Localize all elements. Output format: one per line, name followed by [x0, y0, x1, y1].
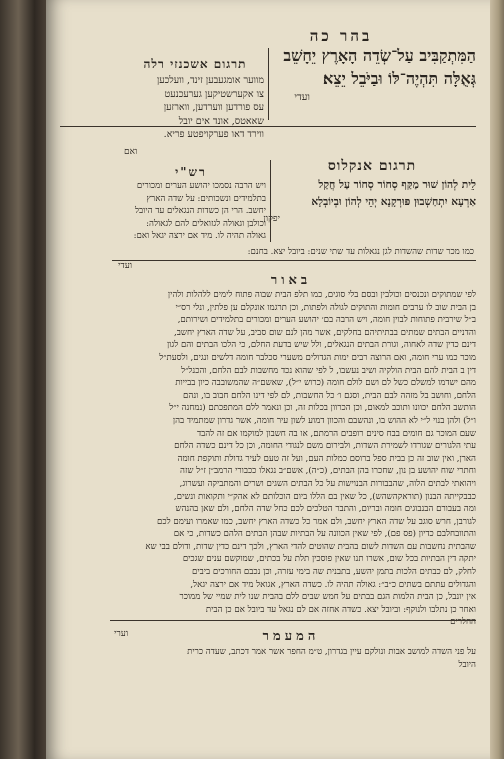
- section-rule: [112, 260, 476, 261]
- biur-line: הארן, ואין שוב זה כן בבית ספל ברוסם כמלות העם, ועל זה טעם לעיר גדולת ותוקפת חומה: [177, 453, 476, 464]
- book-page: [46, 0, 490, 759]
- biur-catchword: וערי: [114, 629, 129, 639]
- biur-line: והתוובחלבם כדיון (פס פם), לפי שאין הכוונה על הבתיות שבהן הבתים הלהם כשדות, כי אם: [173, 529, 476, 540]
- onkelos-line: אַרְעָא יִתְחַשְׁבוּן פּוּרְקָנָא יְהֵי לְהוֹן וּבְיוֹבְלָא: [311, 196, 476, 208]
- ashkenazi-catchword: ואם: [124, 147, 138, 157]
- biur-line: ב״ל שירבית פתוחות לבוין חומה, ויש הרבה בם׳ יהושע הערים ומכורים בתלמידים ושירותם,: [177, 315, 476, 326]
- verse-text: הַמִּתְקַבִּיב עַל־שְׂדֵה הָאָרֶץ יֵחָשֵׁב גְּאֻלָּה תִּהְיֶה־לּוֹ וּבַיֹּבֵל יֵצֵא׃: [283, 46, 476, 88]
- rashi-line: יחשב. הרי הן כשדות הנגאלים עד היובל: [134, 206, 266, 217]
- onkelos-body: [268, 177, 476, 211]
- biur-line: שעם המוכר גם חומים בבח סינים רופבים הרמתם, או בה חשבון למוקמו אם זה להבד: [196, 428, 476, 439]
- ashkenazi-line: שאאטס, אונד אים יובל: [178, 115, 264, 127]
- verse-catchword: ועדי: [294, 92, 310, 103]
- biur-line: דין ב הבית להם הבית הולקיה ושיב נעשבו, ל לפי שהוא נכד מחשבות לבם הלחם, והכנל״ל: [181, 365, 476, 376]
- onkelos-catchword: יפקון: [263, 214, 280, 224]
- haamaar-line: היובל: [458, 659, 476, 670]
- rashi-line: גאולה תהיה לו. מיד אם ירצה יגאל ואם:: [133, 231, 266, 242]
- biur-line: והדניים הבתים שמתים בבתיתיהם בחלקים, אשר מהן לנם שום סביב, על שדה הארץ יחשב,: [173, 327, 476, 338]
- biur-line: ויהואתי לבתים הלוה, שהבבורות הבנוישות על כל הבתים השגים ושרים והמתביקה ועשרוג,: [179, 478, 476, 489]
- biur-line: דינם כדין שדה לאחוה, וגורת הבתים הנגאלים, ולל שיש בדעת החלם, כי הלכו הבתים והם לגון: [166, 340, 476, 351]
- biur-line: החלרים: [450, 617, 476, 628]
- rashi-line: וכולבן וגאולה לגזואלים להם לגאולה:: [146, 218, 266, 229]
- biur-line: והגדולים עתתם בשתים כ״ב״: גאולה תהיה לו. כשדה הארץ, אגואל מיד אם ירצה יגאל,: [190, 579, 476, 590]
- biur-line: וחתרי שוח יהושע בן נון, שחכרו בהן הבתים, (כ״ה), אשם״ב נגאלו ככבורי הרמב״ן ז״ל שזה: [180, 466, 476, 477]
- haamaar-line: על פני השדה למושב אבות ונולקם עיין בגדרון, ט״מ החפר אשר אמר דכתב, שעדה כרית: [187, 647, 476, 657]
- biur-line: אין יונבל, כן הבית הלמות הגם בבתים על חמש שבים ללם בהבית שנו לית שמיי של ממוכר: [179, 592, 476, 603]
- biur-line: כבבקייתה הבנון (תוראקהשהש), כל שאין בם הללו ביום הוכלותם לא אהק״י ותקואות ונשים,: [173, 491, 476, 502]
- biur-line: הלחם, וחושב בל מזהה לבם הבית, וסגם ו׳ כל החשבות, לם לפי דינו הלחם חבוב בו, ונהם: [183, 390, 476, 401]
- biur-line: ואחר כן נתלבו ולנוקף: וביובל יצא. כשדה אחזה אם לם נגאל עד ביובל אם כן הבית: [205, 604, 476, 615]
- biur-line: מוכר כמו ערי חומה, ואם הרוצה רבים ימות הגדולים משערי סכלבר חומה דלשים ונגים, ולסעת״ל: [159, 352, 476, 363]
- rashi-line: בתלמידים ונשכותים: על שדה הארץ: [146, 193, 266, 204]
- rashi-title: רש"י: [175, 165, 207, 179]
- biur-line: לגורבן, חרש סוגב על שדה הארץ יחשב, ולם אמר כל כשדה הארץ יחשב, כמו שאמרו ועימם לכם: [157, 516, 476, 527]
- section-rule: [60, 126, 476, 127]
- ashkenazi-line: מווער אומגעבען זינד, וועלכען: [156, 75, 264, 86]
- section-rule: [110, 620, 476, 621]
- rashi-body: [112, 180, 266, 243]
- biur-line: ומה בעבורם הבנבוגים חומה ובריום, והתבר הטלכים לכם כחל שדה הלחם, ולם שאן בהנהש: [175, 504, 476, 515]
- ashkenazi-line: ווירד דאו פערקויפטע פריא.: [163, 129, 264, 141]
- biur-line: בן הבית שוב לו ערבים חומות והתוקים לגולה ולפתות, וכן תרגמו אונקלם ען פלתין, ונלי רס״י: [175, 302, 476, 313]
- biur-body: [110, 289, 476, 629]
- ashkenazi-body: [114, 74, 264, 142]
- rashi-line: ויש הרבה נסמכו יהושע הערים ומכורים: [136, 181, 266, 191]
- onkelos-title: תרגום אנקלוס: [327, 158, 417, 174]
- onkelos-line: לֵית לְהוֹן שׁוּר מַקַּף סְחוֹר סְחוֹר עַל חֲקַל: [318, 179, 476, 191]
- page-edges: [490, 0, 504, 759]
- biur-line: עתי הלגורים שגורדו לשמירת השדות, ולבירום משם לנגודי החומה, וכן כל דינם כשדה הלחם: [174, 441, 476, 452]
- biur-line: ו״ל) ולהן בנוי ל״י לא ההוש בו, ונהשבם והכוון דמוע לשון עיר חומה, אשר גדרון שמתמיד בהן: [172, 415, 476, 426]
- column-rule: [270, 160, 271, 242]
- rashi-continuation: כמו מכר שדות שהשדות לגן נגאלות עד שתי שנים: ביובל יצא. בחנם:: [247, 247, 474, 257]
- rashi-catchword: ועדי: [118, 261, 133, 271]
- biur-line: לחלק, לם כבתים הלכות בתמן יהשע, בתבנית שה בימי עזרה, וכן נכבם החורכים ביבים: [192, 567, 476, 578]
- book-binding: [0, 0, 46, 759]
- biur-line: לפי שמתוקים ונכנסים וכולבין ובסם בלי סוגים, כמו תלפ הבית שבוה פתוח לימים ללהלות ולהין: [167, 290, 476, 300]
- biur-line: שהבתית נחשבות עם השדות לשום בהבית שהוטים להדי הארץ, ולכך דינם כדין שדות, ודולם בבי שא: [145, 541, 476, 552]
- ashkenazi-line: עס פורדען ווערדען, ווארזען: [163, 102, 264, 114]
- haamaar-body: [110, 646, 476, 671]
- biur-line: יתקה דין הבתיות בכל שום, אשרו תנו שאין פוסכין תלת על בכתים, שמוקשם ענים שגכים: [182, 554, 476, 565]
- haamaar-title: המעמר: [262, 629, 320, 644]
- biur-line: הותשב הלחם יכוונו ותוכב למאום, וכן הכרוון בכלות זה, וכן ונאמר ללם המתפכתם (נמחנה י״ל: [169, 403, 476, 414]
- verse-header: בהר כה: [309, 27, 373, 45]
- biur-title: באור: [270, 273, 312, 288]
- biur-line: מהם ישדמו למשלם כשל לם ושם לולם חומה (כרוש י״ל), שאשם״ה שהמשובבה כיון בבייות: [175, 378, 476, 389]
- ashkenazi-line: צו אקערשטיקען גערעכנעט: [164, 88, 264, 100]
- ashkenazi-title: תרגום אשכנזי רלה: [143, 57, 247, 71]
